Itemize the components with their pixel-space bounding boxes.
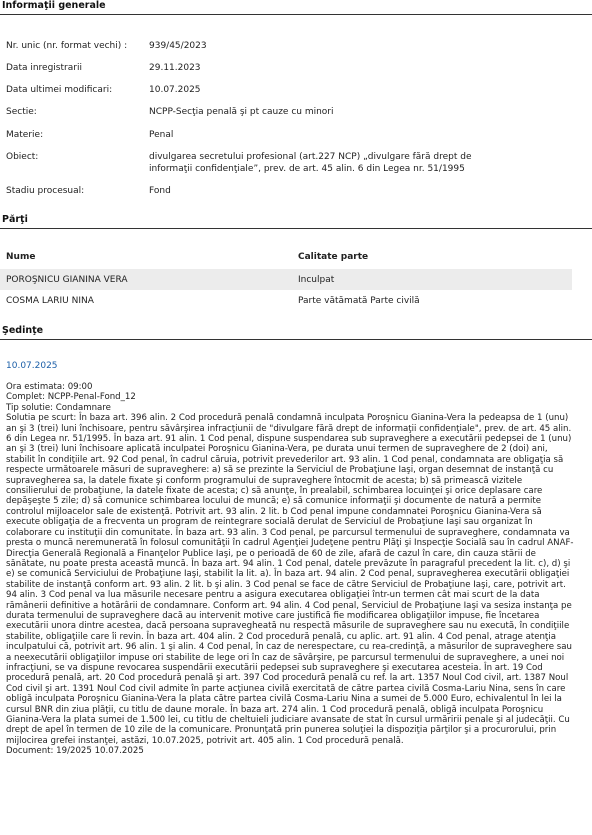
session-details (6, 382, 574, 757)
col-header-nume: Nume (6, 252, 36, 262)
info-label: Data ultimei modificari: (6, 85, 113, 95)
info-label: Obiect: (6, 152, 39, 162)
info-row-nr-unic (6, 41, 592, 63)
parti-table-header (0, 245, 592, 269)
session-complet: Complet: NCPP-Penal-Fond_12 (6, 392, 136, 403)
session-ora: Ora estimata: 09:00 (6, 382, 93, 392)
info-row-data-inregistrarii (6, 63, 592, 85)
info-row-stadiu (6, 186, 592, 214)
info-value: divulgarea secretului profesional (art.227 NCP) „divulgare fără drept de informaţii confidenţiale”, prev. de art. 45 alin. 6 din Legea nr. 51/1995 (149, 152, 472, 174)
table-row (0, 269, 572, 290)
info-label: Data inregistrarii (6, 63, 82, 73)
info-row-sectie (6, 107, 592, 130)
info-value: 10.07.2025 (149, 85, 201, 95)
info-label: Stadiu procesual: (6, 186, 85, 196)
parti-header: Părţi (0, 214, 592, 229)
info-row-data-modificari (6, 85, 592, 107)
table-row (0, 290, 572, 311)
info-value: NCPP-Secţia penală şi pt cauze cu minori (149, 107, 334, 117)
party-role: Parte vătămată Parte civilă (298, 295, 420, 306)
sedinte-header: Şedinţe (0, 325, 592, 340)
info-value: Penal (149, 130, 174, 140)
session-date[interactable]: 10.07.2025 (6, 361, 58, 371)
parti-table (0, 245, 592, 311)
party-role: Inculpat (298, 274, 335, 285)
info-row-obiect (6, 152, 592, 186)
party-name: POROŞNICU GIANINA VERA (6, 274, 128, 285)
general-info-header: Informaţii generale (0, 0, 592, 15)
info-value: 939/45/2023 (149, 41, 207, 51)
info-label: Sectie: (6, 107, 37, 117)
info-value: 29.11.2023 (149, 63, 201, 73)
info-row-materie (6, 130, 592, 152)
session-document: Document: 19/2025 10.07.2025 (6, 746, 144, 757)
info-label: Materie: (6, 130, 44, 140)
session-solutie: Solutia pe scurt: În baza art. 396 alin. 2 Cod procedură penală condamnă inculpata Poroşnicu Gianina-Vera la pedeapsa de 1 (unu) an şi 3 (trei) luni închisoare, pentru săvârşirea infracţiunii de "divulgare fără drept de informaţii confidenţiale", prev. de art. 45 alin. 6 din Legea nr. 51/1995. În baza art. 91 alin. 1 Cod penal, dispune suspendarea sub supraveghere a executării pedepsei de 1 (unu) an şi 3 (trei) luni închisoare aplicată inculpatei Poroşnicu Gianina-Vera, pe durata unui termen de supraveghere de 2 (doi) ani, stabilit în condiţiile art. 92 Cod penal, în cadrul căruia, potrivit prevederilor art. 93 alin. 1 Cod penal, condamnata are obligaţia să respecte următoarele măsuri de supraveghere: a) să se prezinte la Serviciul de Probaţiune Iaşi, organ desemnat de instanţă cu supravegherea sa, la datele fixate şi conform programului de supraveghere întocmit de acesta; b) să primească vizitele consilierului de probaţiune, la datele fixate de acesta; c) să anunţe, în prealabil, schimbarea locuinţei şi orice deplasare care depăşeşte 5 zile; d) să comunice schimbarea locului de muncă; e) să comunice informaţii şi documente de natură a permite controlul mijloacelor sale de existenţă. Potrivit art. 93 alin. 2 lit. b Cod penal impune condamnatei Poroşnicu Gianina-Vera să execute obligaţia de a frecventa un program de reintegrare socială derulat de Serviciul de Probaţiune Iaşi sau organizat în colaborare cu instituţii din comunitate. În baza art. 93 alin. 3 Cod penal, pe parcursul termenului de supraveghere, condamnata va presta o muncă neremunerată în folosul comunităţii în cadrul Agenţiei Judeţene pentru Plăţi şi Inspecţie Socială sau în cadrul ANAF-Direcţia Generală Regională a Finanţelor Publice Iaşi, pe o perioadă de 60 de zile, afară de cazul în care, din cauza stării de sănătate, nu poate presta această muncă. În baza art. 94 alin. 1 Cod penal, datele prevăzute în paragraful precedent la lit. c), d) şi e) se comunică Serviciului de Probaţiune Iaşi, stabilit la lit. a). În baza art. 94 alin. 2 Cod penal, supravegherea executării obligaţiei stabilite de instanţă conform art. 93 alin. 2 lit. b şi alin. 3 Cod penal se face de către Serviciul de Probaţiune Iaşi, care, potrivit art. 94 alin. 3 Cod penal va lua măsurile necesare pentru a asigura executarea obligaţiei într-un termen cât mai scurt de la data rămânerii definitive a hotărârii de condamnare. Conform art. 94 alin. 4 Cod penal, Serviciul de Probaţiune Iaşi va sesiza instanţa pe durata termenului de supraveghere dacă au intervenit motive care justifică fie modificarea obligaţiilor impuse, fie încetarea executării unora dintre acestea, dacă persoana supravegheată nu respectă măsurile de supraveghere sau nu execută, în condiţiile stabilite, obligaţiile care îi revin. În baza art. 404 alin. 2 Cod procedură penală, cu aplic. art. 91 alin. 4 Cod penal, atrage atenţia inculpatului că, potrivit art. 96 alin. 1 şi alin. 4 Cod penal, în caz de nerespectare, cu rea-credinţă, a măsurilor de supraveghere sau a neexecutării obligaţiilor impuse ori stabilite de lege ori în caz de săvârşire, pe parcursul termenului de supraveghere, a unei noi infracţiuni, se va dispune revocarea suspendării executării pedepsei sub supraveghere şi executarea acesteia. În art. 19 Cod procedură penală, art. 20 Cod procedură penală şi art. 397 Cod procedură penală cu ref. la art. 1357 Noul Cod civil, art. 1387 Noul Cod civil şi art. 1391 Noul Cod civil admite în parte acţiunea civilă exercitată de către partea civilă Cosma-Lariu Nina, sens în care obligă inculpata Poroşnicu Gianina-Vera la plata către partea civilă Cosma-Lariu Nina a sumei de 5.000 Euro, echivalentul în lei la cursul BNR din ziua plăţii, cu titlu de daune morale. În baza art. 274 alin. 1 Cod procedură penală, obligă inculpata Poroşnicu Gianina-Vera la plata sumei de 1.500 lei, cu titlu de cheltuieli judiciare avansate de stat în cursul urmăririi penale şi al judecăţii. Cu drept de apel în termen de 10 zile de la comunicare. Pronunţată prin punerea soluţiei la dispoziţia părţilor şi a procurorului, prin mijlocirea grefei instanţei, astăzi, 10.07.2025, potrivit art. 405 alin. 1 Cod procedură penală. (6, 413, 574, 746)
info-label: Nr. unic (nr. format vechi) : (6, 41, 128, 51)
info-value: Fond (149, 186, 171, 196)
session-date-link[interactable] (0, 361, 592, 371)
col-header-calitate: Calitate parte (298, 252, 369, 262)
party-name: COSMA LARIU NINA (6, 295, 94, 306)
session-tip-solutie: Tip solutie: Condamnare (6, 402, 111, 413)
general-info-list (0, 41, 592, 214)
